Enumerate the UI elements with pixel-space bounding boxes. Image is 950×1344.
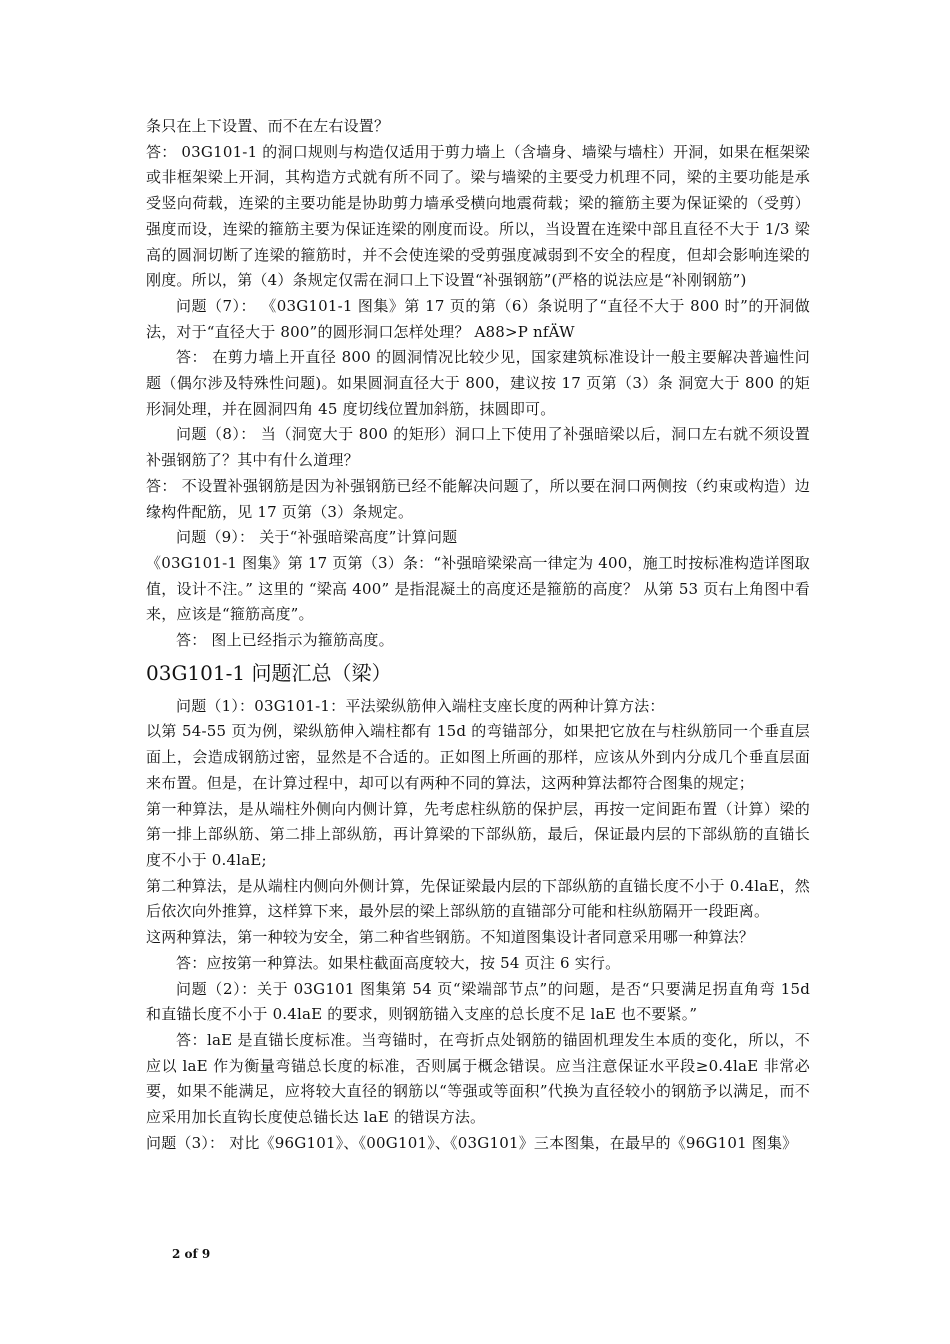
- paragraph: 《03G101-1 图集》第 17 页第（3）条：“补强暗梁梁高一律定为 400，施工时按标准构造详图取值，设计不注。” 这里的 “梁高 400” 是指混凝土的高度还是箍筋的高度？ 从第 53 页右上角图中看来，应该是“箍筋高度”。: [146, 553, 810, 624]
- paragraph: 答：laE 是直锚长度标准。当弯锚时，在弯折点处钢筋的锚固机理发生本质的变化，所以，不应以 laE 作为衡量弯锚总长度的标准，否则属于概念错误。应当注意保证水平段≥0.4laE 非常必要，如果不能满足，应将较大直径的钢筋以“等强或等面积”代换为直径较小的钢筋予以满足，而不应采用加长直钩长度使总锚长达 laE 的错误方法。: [146, 1030, 810, 1127]
- paragraph: 问题（9）： 关于“补强暗梁高度”计算问题: [176, 528, 458, 547]
- section-heading: 03G101-1 问题汇总（梁）: [146, 660, 392, 685]
- paragraph: 以第 54-55 页为例，梁纵筋伸入端柱都有 15d 的弯锚部分，如果把它放在与柱纵筋同一个垂直层面上，会造成钢筋过密，显然是不合适的。正如图上所画的那样，应该从外到内分成几个垂直层面来布置。但是，在计算过程中，却可以有两种不同的算法，这两种算法都符合图集的规定；: [146, 722, 810, 792]
- paragraph: 第二种算法，是从端柱内侧向外侧计算，先保证梁最内层的下部纵筋的直锚长度不小于 0.4laE，然后依次向外推算，这样算下来，最外层的梁上部纵筋的直锚部分可能和柱纵筋隔开一段距离。: [146, 876, 810, 921]
- paragraph: 问题（2）：关于 03G101 图集第 54 页“梁端部节点”的问题，是否“只要满足拐直角弯 15d 和直锚长度不小于 0.4laE 的要求，则钢筋锚入支座的总长度不足 laE 也不要紧。”: [146, 979, 810, 1024]
- paragraph: 问题（8）： 当（洞宽大于 800 的矩形）洞口上下使用了补强暗梁以后，洞口左右就不须设置补强钢筋了？其中有什么道理？: [146, 425, 810, 470]
- paragraph: 答： 不设置补强钢筋是因为补强钢筋已经不能解决问题了，所以要在洞口两侧按（约束或构造）边缘构件配筋，见 17 页第（3）条规定。: [146, 476, 810, 521]
- paragraph: 答： 03G101-1 的洞口规则与构造仅适用于剪力墙上（含墙身、墙梁与墙柱）开洞，如果在框架梁或非框架梁上开洞，其构造方式就有所不同了。梁与墙梁的主要受力机理不同，梁的主要功能是承受竖向荷载，连梁的主要功能是协助剪力墙承受横向地震荷载；梁的箍筋主要为保证梁的（受剪）强度而设，连梁的箍筋主要为保证连梁的刚度而设。所以，当设置在连梁中部且直径不大于 1/3 梁高的圆洞切断了连梁的箍筋时，并不会使连梁的受剪强度减弱到不安全的程度，但却会影响连梁的刚度。所以，第（4）条规定仅需在洞口上下设置“补强钢筋”(严格的说法应是“补刚钢筋”): [146, 142, 810, 290]
- paragraph: 这两种算法，第一种较为安全，第二种省些钢筋。不知道图集设计者同意采用哪一种算法？: [146, 928, 755, 947]
- paragraph: 问题（3）： 对比《96G101》、《00G101》、《03G101》三本图集，在最早的《96G101 图集》: [146, 1133, 798, 1152]
- paragraph: 第一种算法，是从端柱外侧向内侧计算，先考虑柱纵筋的保护层，再按一定间距布置（计算）梁的第一排上部纵筋、第二排上部纵筋，再计算梁的下部纵筋，最后，保证最内层的下部纵筋的直锚长度不小于 0.4laE;: [146, 799, 810, 869]
- paragraph: 答： 图上已经指示为箍筋高度。: [176, 631, 394, 650]
- paragraph: 条只在上下设置、而不在左右设置？: [146, 117, 390, 135]
- paragraph: 问题（7）： 《03G101-1 图集》第 17 页的第（6）条说明了“直径不大于 800 时”的开洞做法，对于“直径大于 800”的圆形洞口怎样处理？ A88>P nfÄW: [146, 296, 810, 341]
- paragraph: 答： 在剪力墙上开直径 800 的圆洞情况比较少见，国家建筑标准设计一般主要解决普遍性问题（偶尔涉及特殊性问题)。如果圆洞直径大于 800，建议按 17 页第（3）条 洞宽大于 800 的矩形洞处理，并在圆洞四角 45 度切线位置加斜筋，抹圆即可。: [146, 348, 810, 418]
- paragraph: 答：应按第一种算法。如果柱截面高度较大，按 54 页注 6 实行。: [176, 953, 621, 972]
- page-number: 2 of 9: [172, 1247, 211, 1261]
- document-body: [146, 114, 810, 1156]
- paragraph: 问题（1）：03G101-1：平法梁纵筋伸入端柱支座长度的两种计算方法：: [176, 696, 665, 715]
